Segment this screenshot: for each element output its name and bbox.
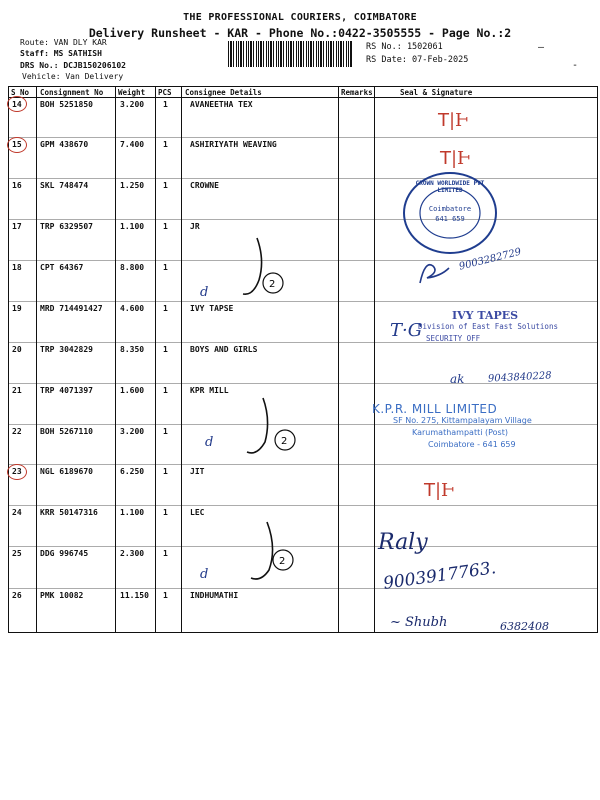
- row-consignment-no: BOH 5251850: [40, 100, 93, 109]
- row-pcs: 1: [163, 591, 168, 600]
- ivy-stamp-line1: Division of East Fast Solutions: [418, 322, 558, 331]
- crown-stamp-text: CROWN WORLDWIDE PVT LIMITED: [415, 180, 485, 194]
- row-consignment-no: DDG 996745: [40, 549, 89, 558]
- red-signature: ꓔ|Ͱ: [424, 480, 455, 501]
- signature-strokes: [185, 230, 365, 630]
- row-consignee: ASHIRIYATH WEAVING: [190, 140, 277, 149]
- row-pcs: 1: [163, 427, 168, 436]
- red-signature: ꓔ|Ͱ: [440, 148, 471, 169]
- row-sno: 26: [12, 591, 22, 600]
- barcode: [228, 41, 353, 67]
- col-line: [155, 86, 156, 633]
- pen-mark: -: [572, 60, 579, 71]
- col-header-sno: S No: [11, 88, 30, 97]
- row-consignment-no: TRP 4071397: [40, 386, 93, 395]
- row-consignee: BOYS AND GIRLS: [190, 345, 258, 354]
- col-line: [181, 86, 182, 633]
- row-sno: 21: [12, 386, 22, 395]
- row-pcs: 1: [163, 222, 168, 231]
- col-line: [115, 86, 116, 633]
- col-line: [8, 86, 9, 633]
- col-header-pcs: PCS: [158, 88, 172, 97]
- row-weight: 3.200: [120, 427, 145, 436]
- row-weight: 7.400: [120, 140, 145, 149]
- handwritten-d: d: [205, 435, 214, 450]
- row-weight: 1.250: [120, 181, 145, 190]
- row-sno: 14: [12, 100, 22, 109]
- row-pcs: 1: [163, 549, 168, 558]
- row-sno: 25: [12, 549, 22, 558]
- drs-line: DRS No.: DCJB150206102: [20, 61, 126, 70]
- col-header-seal: Seal & Signature: [400, 88, 473, 97]
- crown-stamp-pin: 641 659: [435, 215, 465, 223]
- blue-signature: T·G: [390, 320, 423, 341]
- red-circle-mark: [7, 464, 27, 480]
- row-sno: 23: [12, 467, 22, 476]
- row-weight: 1.100: [120, 508, 145, 517]
- circled-two: 2: [269, 279, 276, 290]
- row-sno: 22: [12, 427, 22, 436]
- row-sno: 15: [12, 140, 22, 149]
- ivy-stamp-line2: SECURITY OFF: [426, 334, 481, 343]
- blue-signature: [415, 258, 455, 288]
- ivy-stamp-title: IVY TAPES: [452, 309, 519, 322]
- row-sno: 17: [12, 222, 22, 231]
- runsheet-title: Delivery Runsheet - KAR - Phone No.:0422-3505555 - Page No.:2: [88, 26, 512, 40]
- row-consignment-no: KRR 50147316: [40, 508, 98, 517]
- row-sno: 20: [12, 345, 22, 354]
- row-weight: 11.150: [120, 591, 149, 600]
- kpr-stamp-line2: Karumathampatti (Post): [412, 428, 508, 437]
- red-signature: ꓔ|Ͱ: [438, 110, 469, 131]
- row-pcs: 1: [163, 345, 168, 354]
- row-consignment-no: PMK 10082: [40, 591, 84, 600]
- row-divider: [8, 137, 598, 138]
- row-consignee: CROWNE: [190, 181, 219, 190]
- row-consignment-no: NGL 6189670: [40, 467, 93, 476]
- row-pcs: 1: [163, 263, 168, 272]
- vehicle-line: Vehicle: Van Delivery: [22, 72, 124, 81]
- pen-mark: –: [538, 42, 545, 53]
- row-weight: 2.300: [120, 549, 145, 558]
- row-sno: 16: [12, 181, 22, 190]
- row-pcs: 1: [163, 386, 168, 395]
- handwritten-phone: 9003282729: [458, 246, 523, 273]
- row-consignee: AVANEETHA TEX: [190, 100, 253, 109]
- row-pcs: 1: [163, 100, 168, 109]
- row-weight: 8.350: [120, 345, 145, 354]
- staff-line: Staff: MS SATHISH: [20, 49, 102, 58]
- col-line: [374, 86, 375, 633]
- blue-signature: ~ Shubh: [390, 615, 448, 630]
- handwritten-name: Raly: [378, 530, 428, 555]
- table-header-border: [8, 97, 598, 98]
- col-line: [597, 86, 598, 633]
- col-header-consignment: Consignment No: [40, 88, 104, 97]
- red-circle-mark: [7, 96, 27, 112]
- row-pcs: 1: [163, 140, 168, 149]
- handwritten-phone: 9043840228: [487, 370, 552, 385]
- row-sno: 19: [12, 304, 22, 313]
- row-pcs: 1: [163, 181, 168, 190]
- row-consignment-no: MRD 714491427: [40, 304, 103, 313]
- table-top-border: [8, 86, 598, 87]
- rs-number: RS No.: 1502061: [366, 42, 443, 52]
- red-circle-mark: [7, 137, 27, 153]
- col-header-weight: Weight: [118, 88, 146, 97]
- row-consignment-no: CPT 64367: [40, 263, 84, 272]
- col-line: [36, 86, 37, 633]
- row-consignee: JR: [190, 222, 200, 231]
- row-consignment-no: GPM 438670: [40, 140, 89, 149]
- blue-signature: ak: [450, 372, 465, 386]
- handwritten-phone: 9003917763.: [382, 558, 498, 594]
- handwritten-phone: 6382408: [500, 620, 549, 633]
- row-sno: 18: [12, 263, 22, 272]
- circled-two: 2: [279, 556, 286, 567]
- row-divider: [8, 178, 598, 179]
- kpr-stamp-line3: Coimbatore - 641 659: [428, 440, 516, 449]
- row-weight: 6.250: [120, 467, 145, 476]
- route-line: Route: VAN DLY KAR: [20, 38, 107, 47]
- row-weight: 3.200: [120, 100, 145, 109]
- row-weight: 8.800: [120, 263, 145, 272]
- col-header-consignee: Consignee Details: [185, 88, 262, 97]
- row-consignment-no: TRP 6329507: [40, 222, 93, 231]
- row-consignee: KPR MILL: [190, 386, 229, 395]
- row-weight: 1.600: [120, 386, 145, 395]
- kpr-stamp-title: K.P.R. MILL LIMITED: [372, 402, 498, 416]
- row-consignee: IVY TAPSE: [190, 304, 234, 313]
- col-header-remarks: Remarks: [341, 88, 373, 97]
- row-weight: 4.600: [120, 304, 145, 313]
- row-divider: [8, 219, 598, 220]
- handwritten-d: d: [200, 285, 209, 300]
- crown-stamp-city: Coimbatore: [428, 205, 472, 213]
- handwritten-d: d: [200, 567, 209, 582]
- row-weight: 1.100: [120, 222, 145, 231]
- kpr-stamp-line1: SF No. 275, Kittampalayam Village: [393, 416, 532, 425]
- circled-two: 2: [281, 436, 288, 447]
- row-consignment-no: BOH 5267110: [40, 427, 93, 436]
- company-name: THE PROFESSIONAL COURIERS, COIMBATORE: [183, 12, 417, 23]
- row-consignment-no: SKL 748474: [40, 181, 89, 190]
- row-consignment-no: TRP 3042829: [40, 345, 93, 354]
- row-sno: 24: [12, 508, 22, 517]
- row-pcs: 1: [163, 304, 168, 313]
- row-consignee: INDHUMATHI: [190, 591, 239, 600]
- row-consignee: LEC: [190, 508, 205, 517]
- row-pcs: 1: [163, 508, 168, 517]
- row-consignee: JIT: [190, 467, 205, 476]
- rs-date: RS Date: 07-Feb-2025: [366, 55, 469, 65]
- row-pcs: 1: [163, 467, 168, 476]
